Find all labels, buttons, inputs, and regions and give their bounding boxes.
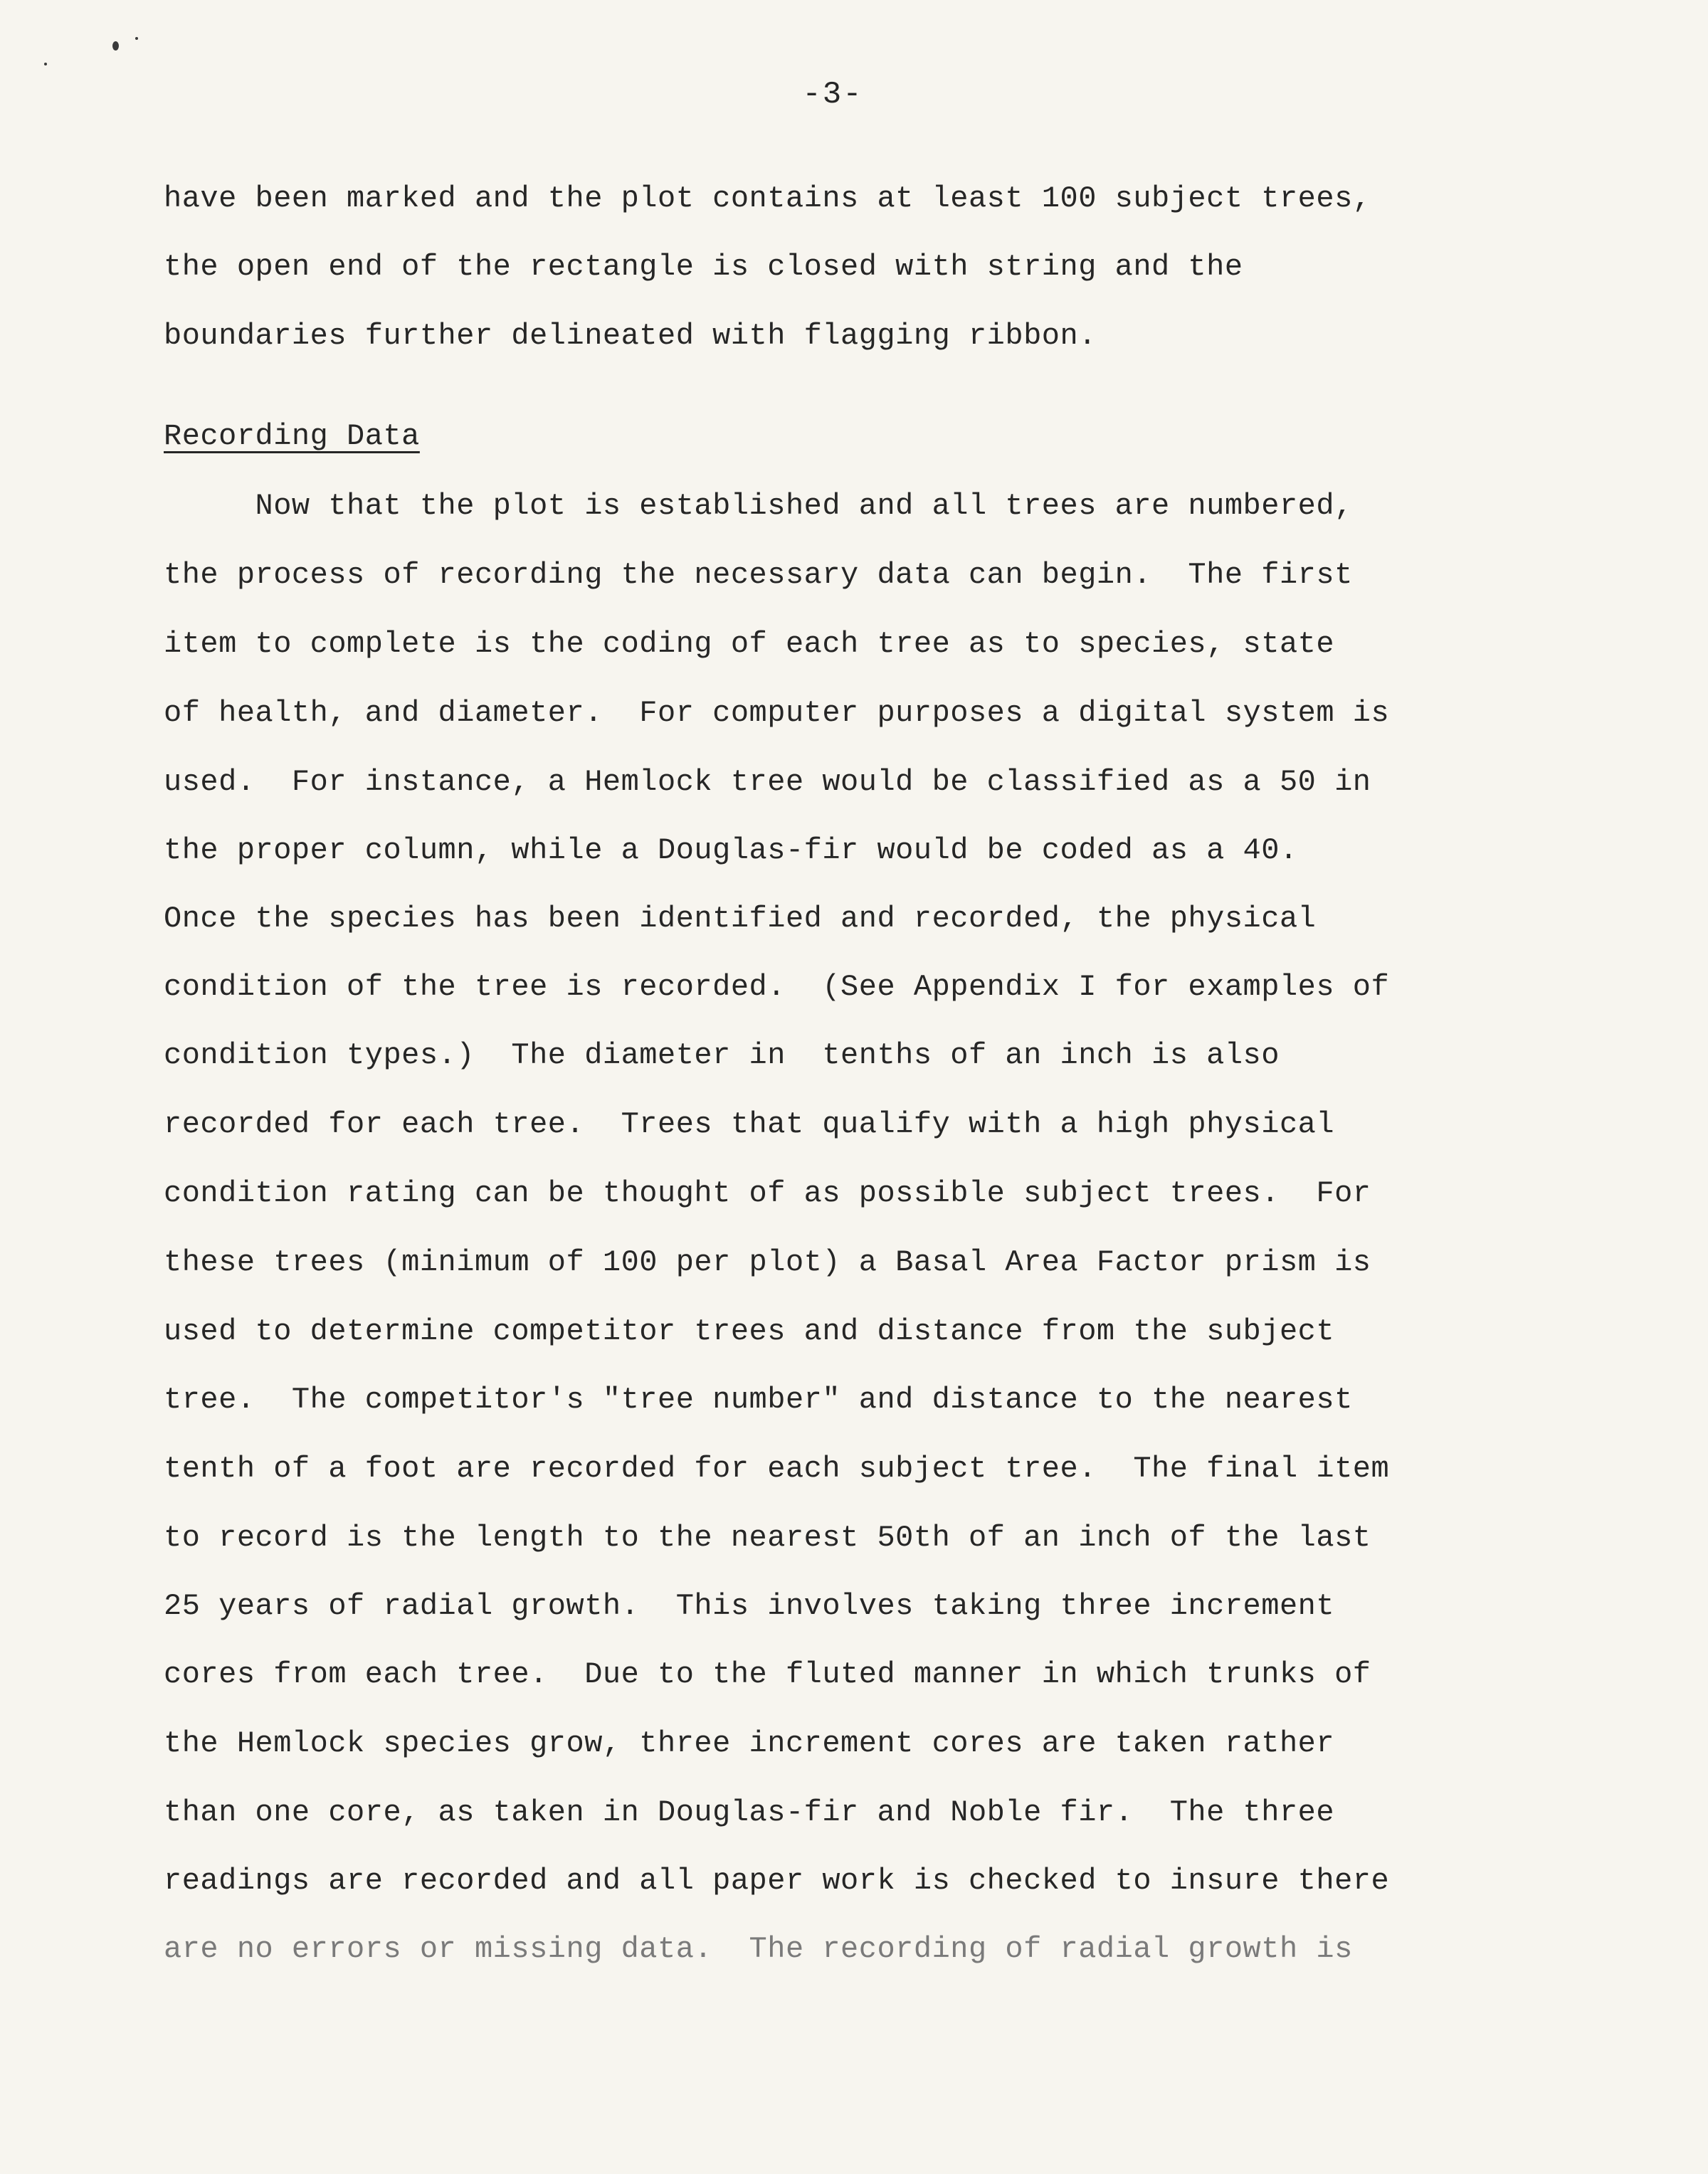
body-line: used to determine competitor trees and distance from the subject: [164, 1314, 1335, 1349]
body-line: than one core, as taken in Douglas-fir and Noble fir. The three: [164, 1795, 1335, 1830]
body-line: to record is the length to the nearest 50th of an inch of the last: [164, 1521, 1371, 1555]
body-line: tenth of a foot are recorded for each subject tree. The final item: [164, 1452, 1390, 1486]
body-line: recorded for each tree. Trees that qualify with a high physical: [164, 1107, 1335, 1141]
body-line: boundaries further delineated with flagging ribbon.: [164, 319, 1097, 353]
ink-speck: [135, 37, 138, 40]
section-heading: Recording Data: [164, 419, 420, 453]
body-line: item to complete is the coding of each tree as to species, state: [164, 627, 1335, 661]
body-line: of health, and diameter. For computer purposes a digital system is: [164, 696, 1390, 730]
body-line: readings are recorded and all paper work is checked to insure there: [164, 1864, 1390, 1898]
body-line: the open end of the rectangle is closed with string and the: [164, 250, 1243, 284]
body-line: condition types.) The diameter in tenths of an inch is also: [164, 1038, 1280, 1072]
page-number: -3-: [802, 77, 863, 112]
body-line: tree. The competitor's "tree number" and distance to the nearest: [164, 1383, 1353, 1417]
body-line: condition of the tree is recorded. (See Appendix I for examples of: [164, 970, 1390, 1004]
body-line: Once the species has been identified and recorded, the physical: [164, 902, 1317, 936]
body-line: 25 years of radial growth. This involves taking three increment: [164, 1589, 1335, 1623]
ink-speck: [44, 63, 47, 65]
body-line-faded: are no errors or missing data. The recording of radial growth is: [164, 1932, 1353, 1966]
body-line: have been marked and the plot contains at least 100 subject trees,: [164, 181, 1371, 216]
ink-speck: [112, 41, 119, 51]
body-line: these trees (minimum of 100 per plot) a Basal Area Factor prism is: [164, 1245, 1371, 1279]
body-line: condition rating can be thought of as possible subject trees. For: [164, 1176, 1371, 1210]
body-line: cores from each tree. Due to the fluted manner in which trunks of: [164, 1657, 1371, 1692]
body-line: Now that the plot is established and all trees are numbered,: [164, 489, 1353, 523]
body-line: the Hemlock species grow, three increment cores are taken rather: [164, 1726, 1335, 1761]
body-line: used. For instance, a Hemlock tree would be classified as a 50 in: [164, 765, 1371, 799]
body-line: the proper column, while a Douglas-fir would be coded as a 40.: [164, 833, 1298, 867]
body-line: the process of recording the necessary data can begin. The first: [164, 558, 1353, 592]
